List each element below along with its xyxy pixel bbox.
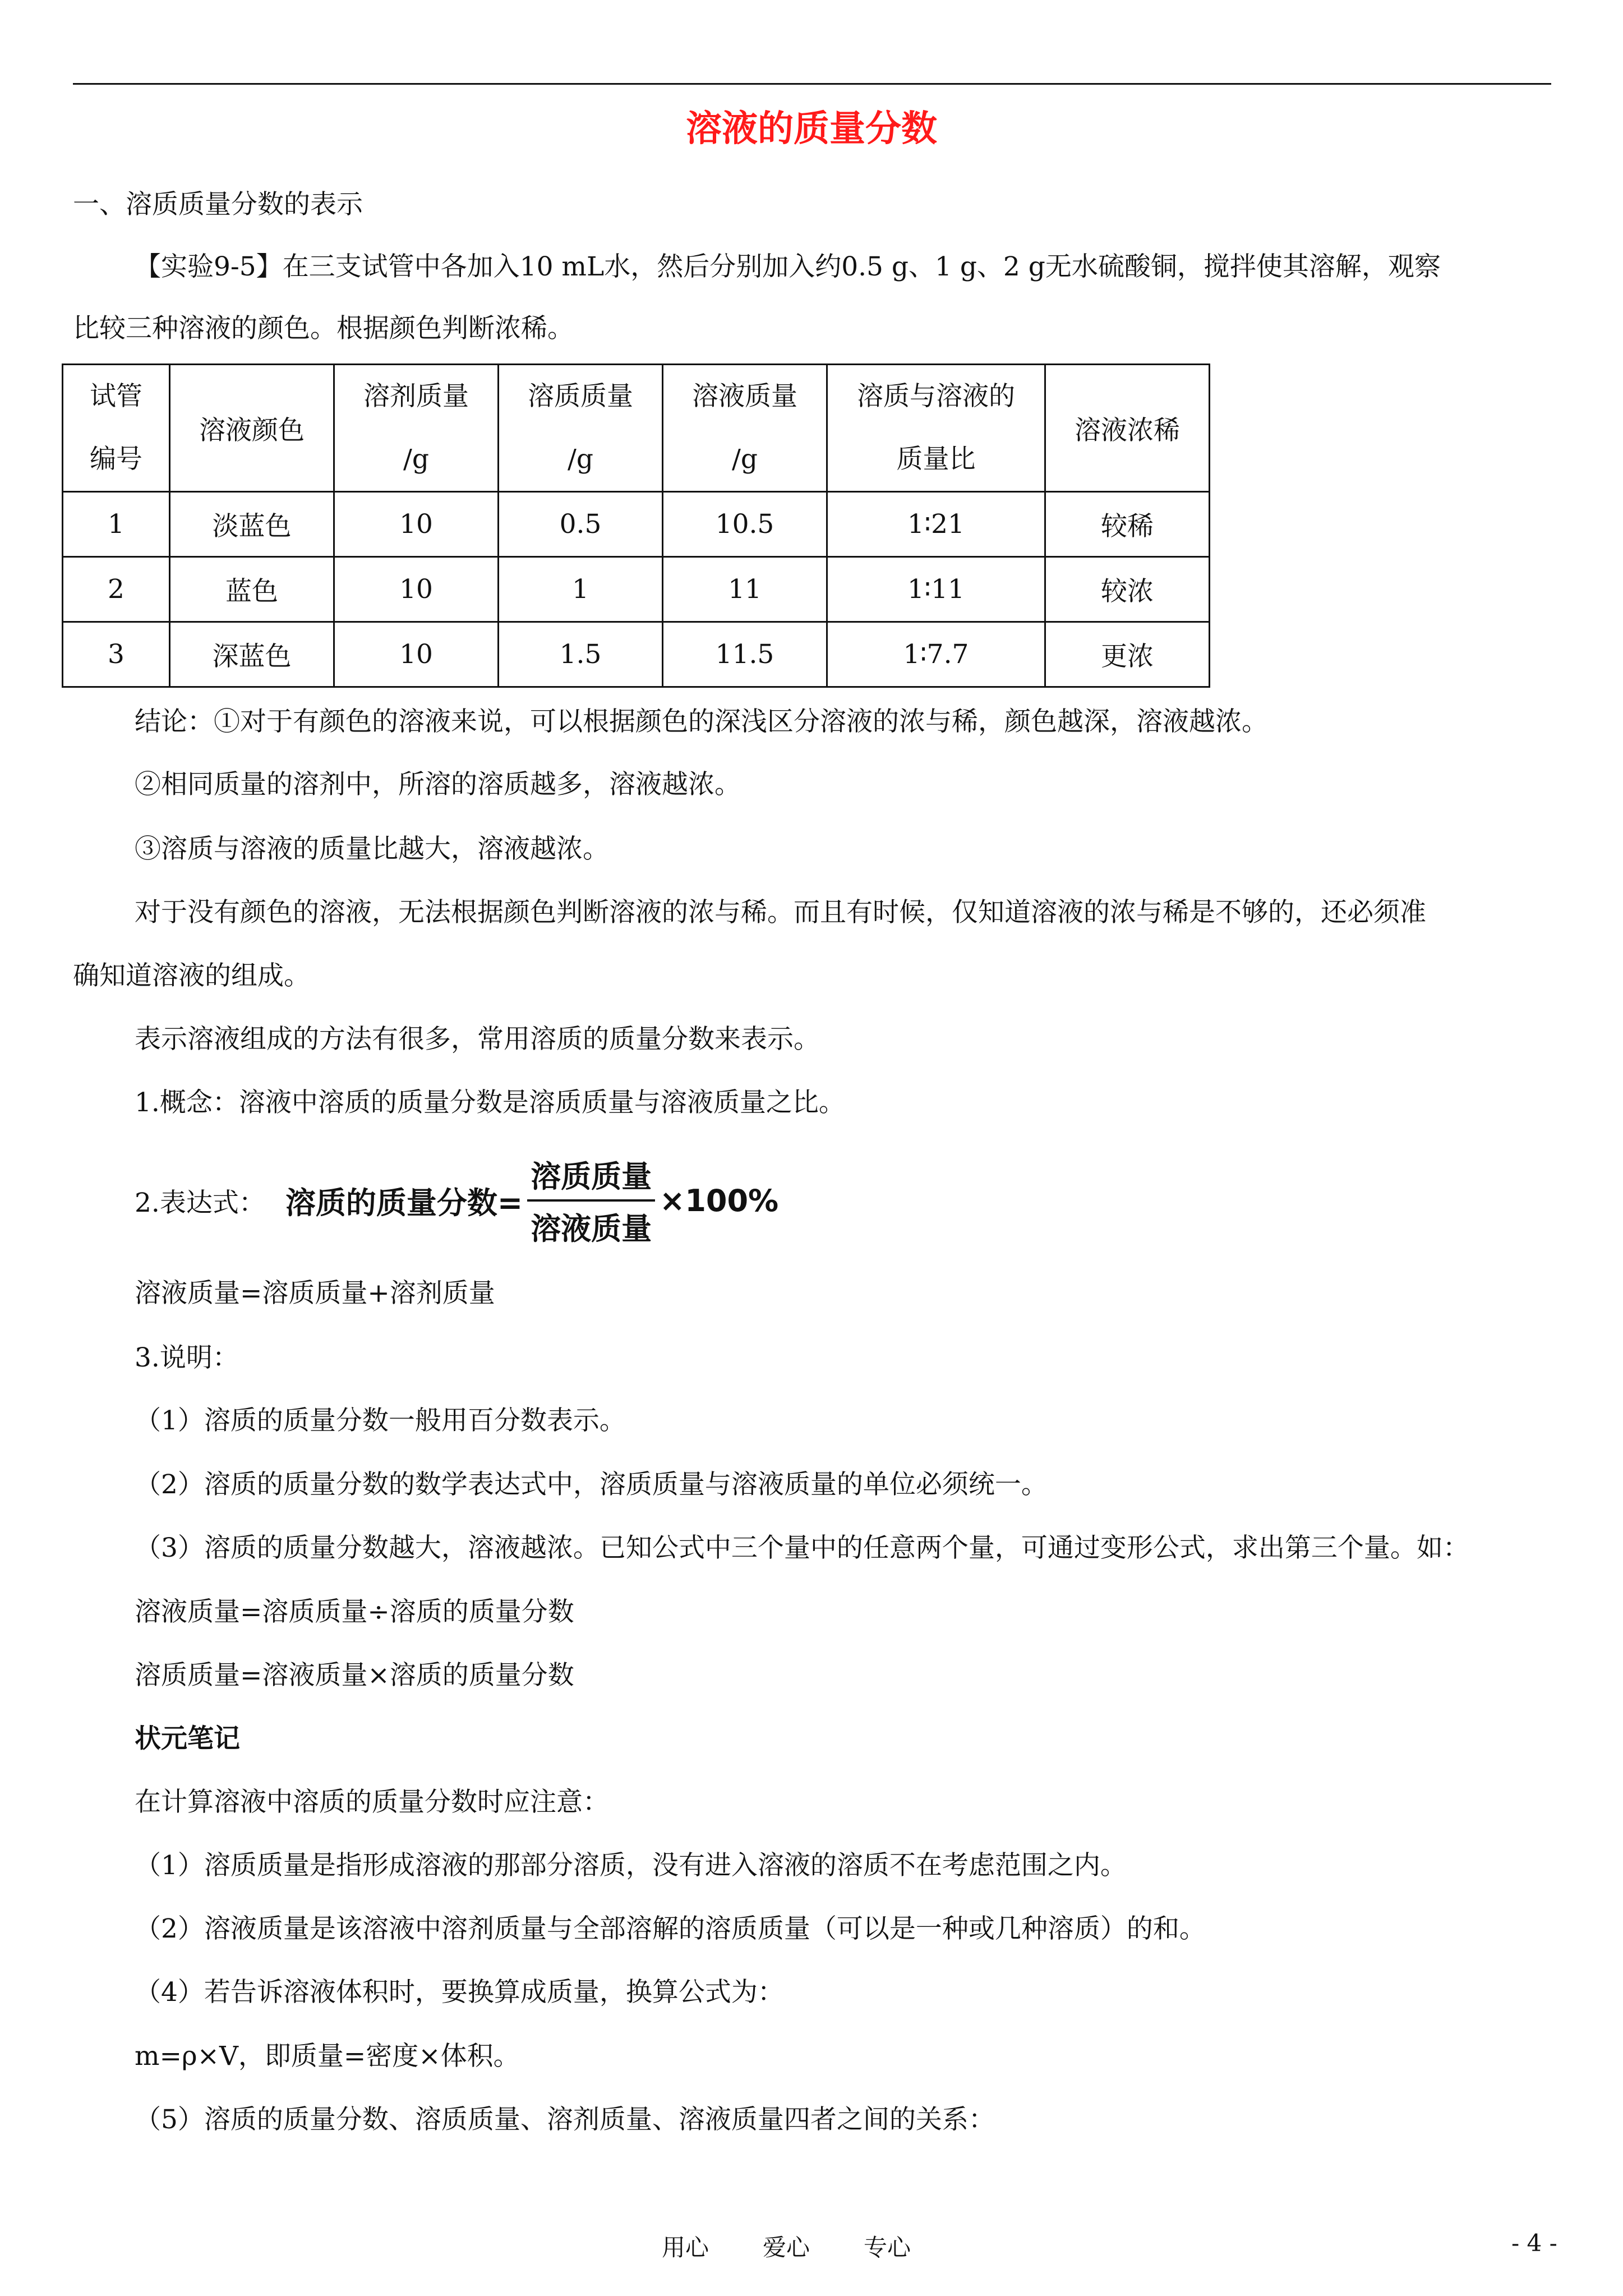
cell-solvent: 10: [334, 622, 499, 687]
tip-4-formula: m=ρ×V，即质量=密度×体积。: [135, 2041, 520, 2072]
table-row: [63, 557, 1210, 622]
cell-tube: 2: [63, 557, 170, 622]
cell-tube: 3: [63, 622, 170, 687]
experiment-line-2: 比较三种溶液的颜色。根据颜色判断浓稀。: [73, 313, 574, 344]
page-title: 溶液的质量分数: [686, 108, 937, 150]
cell-concentration: 较浓: [1045, 557, 1210, 622]
formula-suffix: ×100%: [660, 1182, 779, 1218]
cell-concentration: 较稀: [1045, 492, 1210, 557]
table-row: [63, 622, 1210, 687]
mass-fraction-formula: [135, 1153, 778, 1248]
note-formula-1: 溶液质量=溶质质量÷溶质的质量分数: [135, 1596, 574, 1627]
cell-solute: 1.5: [499, 622, 663, 687]
cell-solution: 10.5: [663, 492, 827, 557]
header-color: 溶液颜色: [170, 365, 334, 492]
conclusion-2: ②相同质量的溶剂中，所溶的溶质越多，溶液越浓。: [135, 769, 741, 800]
formula-fraction: [527, 1153, 655, 1248]
footer-word-1: 用心: [662, 2234, 709, 2261]
tips-intro: 在计算溶液中溶质的质量分数时应注意：: [135, 1787, 609, 1818]
table-header-row: [63, 365, 1210, 492]
header-solute-mass: 溶质质量 /g: [499, 365, 663, 492]
tip-1: （1）溶质质量是指形成溶液的那部分溶质，没有进入溶液的溶质不在考虑范围之内。: [135, 1850, 1127, 1881]
cell-solvent: 10: [334, 492, 499, 557]
formula-lhs: 溶质的质量分数=: [285, 1185, 523, 1221]
cell-solution: 11.5: [663, 622, 827, 687]
header-concentration: 溶液浓稀: [1045, 365, 1210, 492]
cell-ratio: 1∶21: [827, 492, 1045, 557]
formula-denominator: 溶液质量: [531, 1211, 652, 1246]
cell-solvent: 10: [334, 557, 499, 622]
header-solution-mass: 溶液质量 /g: [663, 365, 827, 492]
solution-mass-relation: 溶液质量=溶质质量+溶剂质量: [135, 1278, 495, 1309]
concept: 1.概念：溶液中溶质的质量分数是溶质质量与溶液质量之比。: [135, 1087, 845, 1118]
page-number: - 4 -: [1511, 2229, 1557, 2257]
cell-concentration: 更浓: [1045, 622, 1210, 687]
conclusion-1: 结论：①对于有颜色的溶液来说，可以根据颜色的深浅区分溶液的浓与稀，颜色越深，溶液越浓。: [135, 706, 1268, 737]
cell-color: 深蓝色: [170, 622, 334, 687]
header-solvent-mass: 溶剂质量 /g: [334, 365, 499, 492]
note-formula-2: 溶质质量=溶液质量×溶质的质量分数: [135, 1660, 574, 1691]
paragraph-1-line-1: 对于没有颜色的溶液，无法根据颜色判断溶液的浓与稀。而且有时候，仅知道溶液的浓与稀是不够的，还必须准: [135, 897, 1426, 928]
table-row: [63, 492, 1210, 557]
tip-2: （2）溶液质量是该溶液中溶剂质量与全部溶解的溶质质量（可以是一种或几种溶质）的和。: [135, 1913, 1206, 1944]
cell-color: 淡蓝色: [170, 492, 334, 557]
tip-5: （5）溶质的质量分数、溶质质量、溶剂质量、溶液质量四者之间的关系：: [135, 2104, 995, 2135]
footer-word-2: 爱心: [763, 2234, 810, 2261]
formula-numerator: 溶质质量: [527, 1153, 655, 1202]
cell-solution: 11: [663, 557, 827, 622]
paragraph-1-line-2: 确知道溶液的组成。: [73, 960, 310, 991]
note-1: （1）溶质的质量分数一般用百分数表示。: [135, 1405, 626, 1436]
footer-word-3: 专心: [864, 2234, 911, 2261]
cell-solute: 1: [499, 557, 663, 622]
cell-solute: 0.5: [499, 492, 663, 557]
cell-tube: 1: [63, 492, 170, 557]
formula-prefix: 2.表达式：: [135, 1187, 265, 1218]
tips-heading: 状元笔记: [135, 1723, 240, 1754]
tip-4: （4）若告诉溶液体积时，要换算成质量，换算公式为：: [135, 1977, 784, 2008]
header-tube-no: 试管 编号: [63, 365, 170, 492]
header-mass-ratio: 溶质与溶液的 质量比: [827, 365, 1045, 492]
experiment-line-1: 【实验9-5】在三支试管中各加入10 mL水，然后分别加入约0.5 g、1 g、2 g无水硫酸铜，搅拌使其溶解，观察: [135, 251, 1441, 282]
experiment-table: [62, 364, 1210, 688]
paragraph-2: 表示溶液组成的方法有很多，常用溶质的质量分数来表示。: [135, 1024, 820, 1055]
note-2: （2）溶质的质量分数的数学表达式中，溶质质量与溶液质量的单位必须统一。: [135, 1469, 1048, 1500]
section-heading: 一、溶质质量分数的表示: [73, 189, 363, 220]
notes-heading: 3.说明：: [135, 1342, 239, 1373]
header-rule: [73, 83, 1551, 85]
cell-ratio: 1∶11: [827, 557, 1045, 622]
cell-ratio: 1∶7.7: [827, 622, 1045, 687]
conclusion-3: ③溶质与溶液的质量比越大，溶液越浓。: [135, 834, 609, 864]
note-3: （3）溶质的质量分数越大，溶液越浓。已知公式中三个量中的任意两个量，可通过变形公式，求出第三个量。如：: [135, 1533, 1469, 1563]
cell-color: 蓝色: [170, 557, 334, 622]
